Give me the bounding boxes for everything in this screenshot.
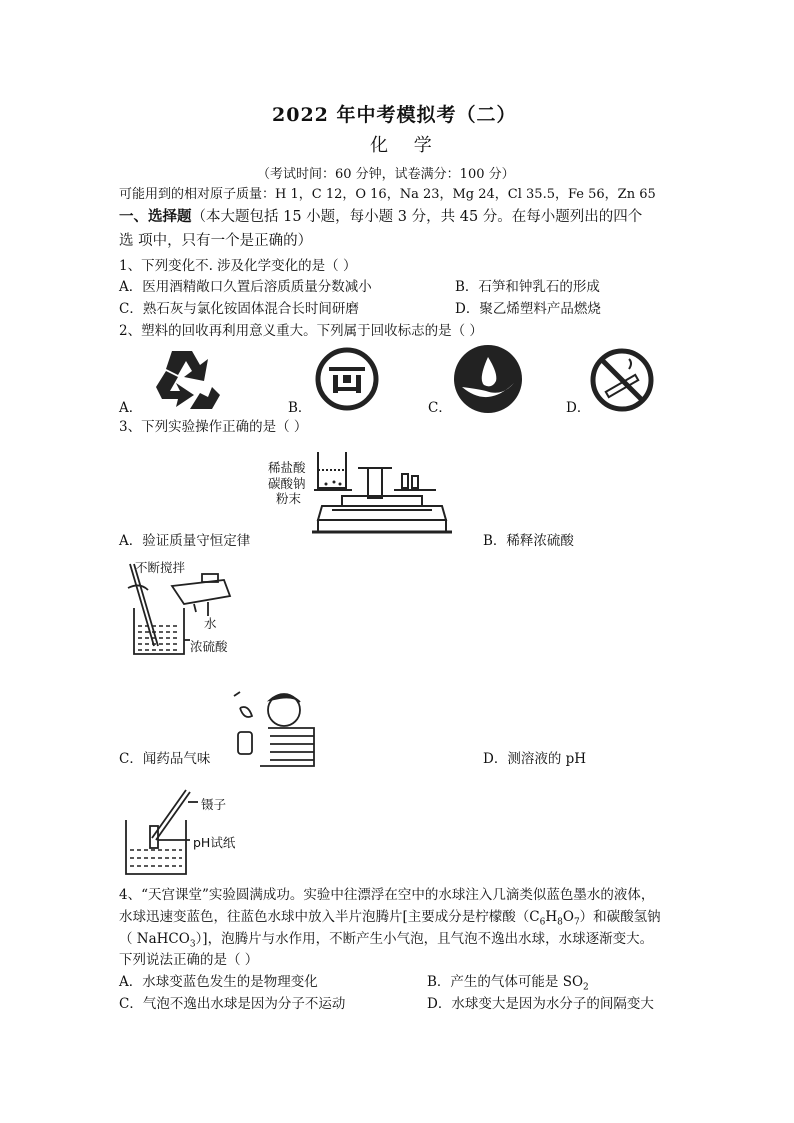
q4-option-c: C．气泡不逸出水球是因为分子不运动	[119, 996, 346, 1012]
section-label: 一、选择题	[119, 208, 192, 225]
q3-option-b: B．稀释浓硫酸	[483, 533, 574, 549]
recycle-icon	[150, 347, 220, 413]
smelling-figure	[230, 688, 320, 768]
q4-sub-h: 8	[557, 917, 563, 928]
q1-option-d: D．聚乙烯塑料产品燃烧	[455, 301, 601, 317]
ph-test-figure	[124, 786, 204, 878]
dilution-figure	[124, 560, 244, 660]
q4-line-3-end: ）]，泡腾片与水作用，不断产生小气泡，且气泡不逸出水球，水球逐渐变大。	[195, 931, 654, 947]
q3-option-a: A．验证质量守恒定律	[119, 533, 251, 549]
q4-sub-c: 6	[539, 917, 546, 928]
section-heading	[119, 207, 642, 227]
q1-option-c: C．熟石灰与氯化铵固体混合长时间研磨	[119, 301, 359, 317]
q4-sub-o: 7	[573, 917, 580, 928]
page-title: 2022 年中考模拟考（二）	[272, 104, 517, 126]
atomic-masses: 可能用到的相对原子质量：H 1，C 12，O 16，Na 23，Mg 24，Cl 35.5，Fe 56，Zn 65	[119, 187, 656, 202]
q1-option-a: A．医用酒精敞口久置后溶质质量分数减小	[119, 279, 372, 295]
label-ph-paper: pH试纸	[193, 835, 236, 850]
label-powder: 粉末	[276, 491, 302, 506]
q4-line-3-text: （ NaHCO	[119, 931, 190, 947]
q3-option-c: C．闻药品气味	[119, 751, 211, 767]
label-conc-acid: 浓硫酸	[190, 639, 228, 654]
q4-option-d: D．水球变大是因为水分子的间隔变大	[427, 996, 654, 1012]
q2-stem: 2、塑料的回收再利用意义重大。下列属于回收标志的是（ ）	[119, 323, 483, 339]
recycling-seal-icon	[315, 347, 379, 411]
q4-option-b-sub: 2	[583, 982, 589, 993]
label-sodium-carbonate: 碳酸钠	[268, 476, 306, 491]
q3-option-d: D．测溶液的 pH	[483, 751, 587, 767]
exam-info: （考试时间：60 分钟，试卷满分：100 分）	[257, 167, 515, 182]
q4-line-2-text: 水球迅速变蓝色，往蓝色水球中放入半片泡腾片[主要成分是柠檬酸（C	[119, 909, 540, 925]
q4-option-a: A．水球变蓝色发生的是物理变化	[119, 974, 318, 990]
q3-stem: 3、下列实验操作正确的是（ ）	[119, 419, 308, 435]
label-dilute-hcl: 稀盐酸	[268, 460, 306, 475]
q4-line-2-o: O	[562, 909, 574, 925]
label-stir: 不断搅拌	[135, 560, 186, 575]
section-instructions: （本大题包括 15 小题，每小题 3 分，共 45 分。在每小题列出的四个	[191, 209, 643, 225]
water-saving-icon	[452, 343, 524, 415]
q2-label-c: C．	[428, 400, 452, 416]
balance-figure	[312, 448, 452, 538]
q2-label-d: D．	[566, 400, 591, 416]
q4-line-1: 4、“天宫课堂”实验圆满成功。实验中往漂浮在空中的水球注入几滴类似蓝色墨水的液体，	[119, 887, 655, 903]
q1-stem: 1、下列变化不. 涉及化学变化的是（ ）	[119, 258, 357, 274]
section-instructions-2: 选 项中，只有一个是正确的）	[119, 233, 313, 249]
label-water: 水	[204, 616, 217, 631]
q1-option-b: B．石笋和钟乳石的形成	[455, 279, 600, 295]
label-tweezers: 镊子	[201, 797, 227, 812]
q4-line-2-h: H	[545, 909, 558, 925]
subject-title: 化 学	[370, 135, 442, 156]
no-smoking-icon	[589, 347, 655, 413]
q2-label-a: A．	[119, 400, 143, 416]
q2-label-b: B．	[288, 400, 312, 416]
q4-line-4: 下列说法正确的是（ ）	[119, 952, 259, 968]
q4-option-b-text: B．产生的气体可能是 SO	[427, 974, 584, 990]
q4-line-2-end: ）和碳酸氢钠	[579, 909, 661, 925]
q4-sub-3: 3	[189, 939, 196, 950]
